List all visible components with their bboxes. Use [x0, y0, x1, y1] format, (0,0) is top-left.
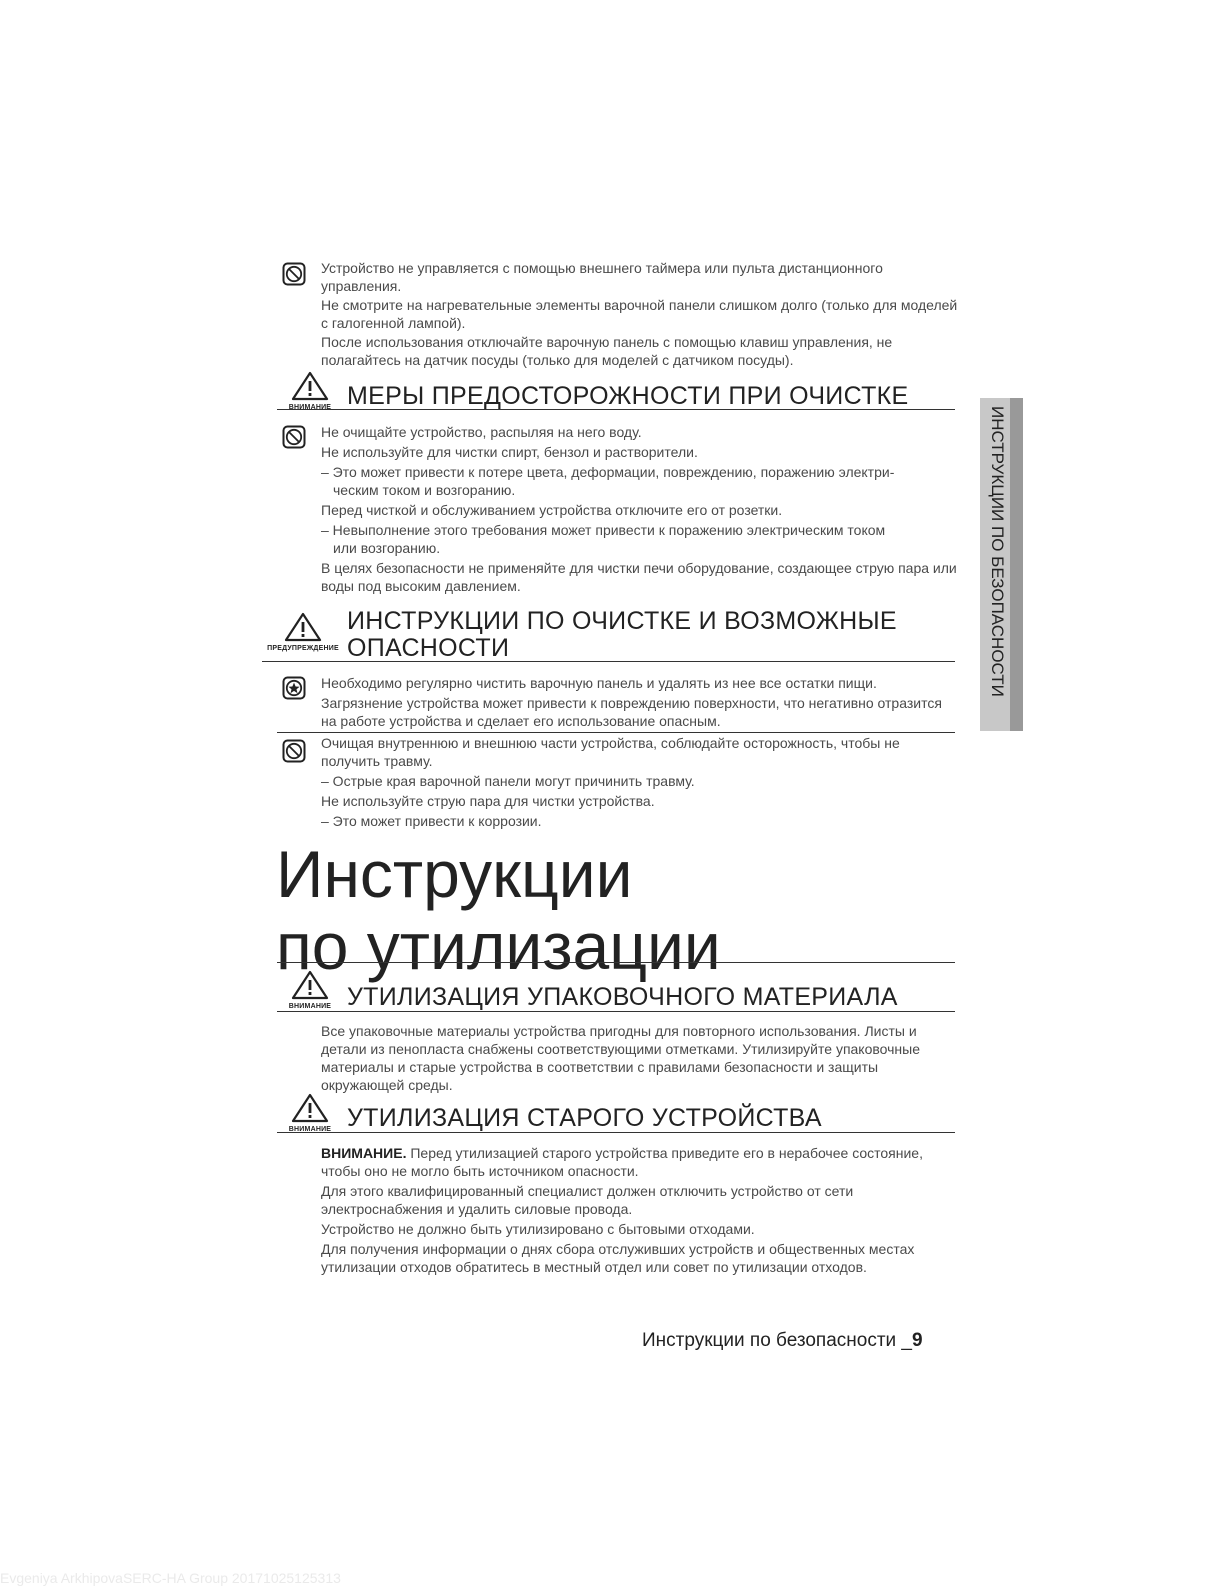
side-tab-label: ИНСТРУКЦИИ ПО БЕЗОПАСНОСТИ: [988, 406, 1007, 697]
prohibited-icon: [282, 262, 306, 286]
section-title-line2: ОПАСНОСТИ: [347, 634, 510, 662]
caution-icon: [277, 1093, 343, 1133]
chapter-title-line2: по утилизации: [276, 909, 721, 983]
list-item: Загрязнение устройства может привести к повреждению поверхности, что негативно отразится на работе устройства и сделает его использование опасным.: [321, 695, 942, 729]
caution-label: ВНИМАНИЕ: [288, 1126, 332, 1133]
list-item: – Это может привести к коррозии.: [321, 813, 542, 829]
divider: [277, 962, 955, 963]
divider: [277, 732, 955, 733]
caution-label: ВНИМАНИЕ: [288, 404, 332, 411]
section2-prohibit-body: [321, 734, 951, 830]
list-item: – Острые края варочной панели могут причинить травму.: [321, 773, 695, 789]
list-item: Очищая внутреннюю и внешнюю части устройства, соблюдайте осторожность, чтобы не получить травму.: [321, 735, 900, 769]
list-item: или возгоранию.: [333, 540, 441, 556]
lead-rest: Перед утилизацией старого устройства приведите его в нерабочее состояние, чтобы оно не могло быть источником опасности.: [321, 1145, 923, 1179]
list-item: Устройство не должно быть утилизировано с бытовыми отходами.: [321, 1221, 755, 1237]
lead-paragraph: [321, 1144, 951, 1180]
section2-star-body: [321, 674, 961, 730]
prohibited-icon: [282, 739, 306, 763]
list-item: Перед чисткой и обслуживанием устройства отключите его от розетки.: [321, 502, 783, 518]
block1-item: После использования отключайте варочную панель с помощью клавиш управления, не полагайтесь на датчик посуды (только для моделей с датчиком посуды).: [321, 334, 893, 368]
page-footer: [642, 1330, 923, 1352]
divider: [277, 1011, 955, 1012]
section-title-line1: ИНСТРУКЦИИ ПО ОЧИСТКЕ И ВОЗМОЖНЫЕ: [347, 607, 897, 635]
side-tab: [980, 398, 1023, 731]
page-number: 9: [912, 1330, 923, 1351]
star-icon: [282, 676, 306, 700]
section-title: УТИЛИЗАЦИЯ УПАКОВОЧНОГО МАТЕРИАЛА: [347, 983, 898, 1011]
list-item: ческим током и возгоранию.: [333, 482, 516, 498]
divider: [262, 661, 955, 662]
block1-item: Устройство не управляется с помощью внешнего таймера или пульта дистанционного управления.: [321, 260, 883, 294]
list-item: В целях безопасности не применяйте для чистки печи оборудование, создающее струю пара или воды под высоким давлением.: [321, 560, 957, 594]
block1-text: [321, 259, 961, 369]
list-item: Необходимо регулярно чистить варочную панель и удалять из нее все остатки пищи.: [321, 675, 877, 691]
divider: [277, 409, 955, 410]
caution-icon: [277, 970, 343, 1010]
list-item: Не используйте для чистки спирт, бензол и растворители.: [321, 444, 698, 460]
caution-icon: [277, 371, 343, 411]
section-title: МЕРЫ ПРЕДОСТОРОЖНОСТИ ПРИ ОЧИСТКЕ: [347, 382, 909, 410]
section1-body: [321, 423, 961, 595]
list-item: Для получения информации о днях сбора отслуживших устройств и общественных местах утилизации отходов обратитесь в местный отдел или совет по утилизации отходов.: [321, 1241, 915, 1275]
section4-body: [321, 1144, 951, 1276]
list-item: Не очищайте устройство, распыляя на него воду.: [321, 424, 642, 440]
list-item: Для этого квалифицированный специалист должен отключить устройство от сети электроснабжения и удалить силовые провода.: [321, 1183, 854, 1217]
warning-label: ПРЕДУПРЕЖДЕНИЕ: [267, 645, 339, 652]
list-item: Не используйте струю пара для чистки устройства.: [321, 793, 655, 809]
caution-label: ВНИМАНИЕ: [288, 1003, 332, 1010]
divider: [277, 1132, 955, 1133]
warning-icon: [262, 612, 344, 652]
watermark: Evgeniya ArkhipovaSERC-HA Group 20171025125313: [0, 1570, 341, 1586]
lead-bold: ВНИМАНИЕ.: [321, 1145, 407, 1161]
list-item: – Невыполнение этого требования может привести к поражению электрическим током: [321, 522, 886, 538]
section3-text: Все упаковочные материалы устройства пригодны для повторного использования. Листы и детали из пенопласта снабжены соответствующими отметками. Утилизируйте упаковочные материалы и старые устройства в соответствии с правилами безопасности и защиты окружающей среды.: [321, 1023, 921, 1093]
section-title: УТИЛИЗАЦИЯ СТАРОГО УСТРОЙСТВА: [347, 1104, 822, 1132]
chapter-title-line1: Инструкции: [276, 837, 633, 911]
prohibited-icon: [282, 425, 306, 449]
block1-item: Не смотрите на нагревательные элементы варочной панели слишком долго (только для моделей с галогенной лампой).: [321, 297, 958, 331]
list-item: – Это может привести к потере цвета, деформации, повреждению, поражению электри-: [321, 464, 895, 480]
footer-text: Инструкции по безопасности _: [642, 1330, 912, 1351]
